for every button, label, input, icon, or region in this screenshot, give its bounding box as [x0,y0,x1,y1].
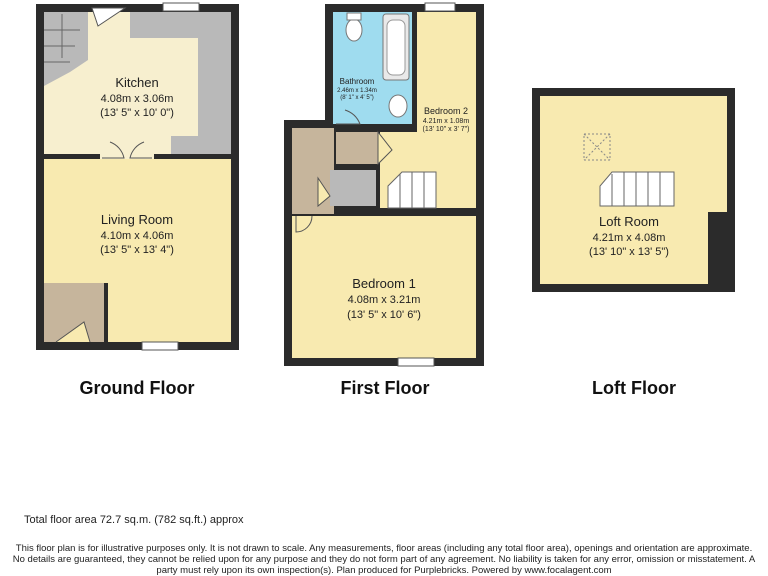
living-room-metric: 4.10m x 4.06m [100,230,174,242]
loft-floor-plan [532,88,735,292]
landing-cupboard-top [336,132,378,164]
bathroom-metric: 2.46m x 1.34m [337,88,377,94]
kitchen-imperial: (13' 5" x 10' 0") [100,107,174,119]
cupboard-wall [104,283,108,342]
first-floor-title: First Floor [340,378,430,398]
bedroom1-window [398,358,434,366]
bedroom1-imperial: (13' 5" x 10' 6") [347,309,421,321]
bedroom2-name: Bedroom 2 [423,106,469,116]
loft-room-metric: 4.21m x 4.08m [592,232,666,244]
loft-stairs [600,172,674,206]
living-room-window [142,342,178,350]
bathroom-name: Bathroom [339,77,375,86]
bedroom2-imperial: (13' 10" x 3' 7") [422,126,470,133]
loft-room-imperial: (13' 10" x 13' 5") [589,246,669,258]
landing-cupboard-left [292,128,334,214]
living-room-imperial: (13' 5" x 13' 4") [100,244,174,256]
ground-floor-plan [36,3,239,350]
bedroom1-name: Bedroom 1 [352,276,416,291]
bedroom2-metric: 4.21m x 1.08m [422,118,470,125]
loft-eaves [708,212,727,284]
toilet-cistern [347,13,361,20]
kitchen-metric: 4.08m x 3.06m [100,93,174,105]
first-floor-plan [284,3,484,366]
bathroom-imperial: (8' 1" x 4' 5") [340,95,374,101]
toilet [346,19,362,41]
kitchen-window [163,3,199,11]
bathroom-sink [389,95,407,117]
total-floor-area: Total floor area 72.7 sq.m. (782 sq.ft.) approx [24,514,244,526]
loft-floor-title: Loft Floor [592,378,676,398]
bathtub-basin [387,20,405,75]
bedroom2-window [425,3,455,11]
bedroom1-metric: 4.08m x 3.21m [347,294,421,306]
loft-room-name: Loft Room [599,214,659,229]
disclaimer-text: This floor plan is for illustrative purposes only. It is not drawn to scale. Any measurements, floor areas (including any total floor area), openings and orientation are approximate. No details are guaranteed, they cannot be relied upon for any purpose and they do not form part of any agreement. No liability is taken for any error, omission or misstatement. A party must rely upon its own inspection(s). Plan produced for Purplebricks. Powered by www.focalagent.com [12,543,756,576]
landing-grey-block [330,170,376,206]
kitchen-name: Kitchen [115,75,159,90]
living-room-name: Living Room [100,212,174,227]
ground-floor-title: Ground Floor [79,378,195,398]
